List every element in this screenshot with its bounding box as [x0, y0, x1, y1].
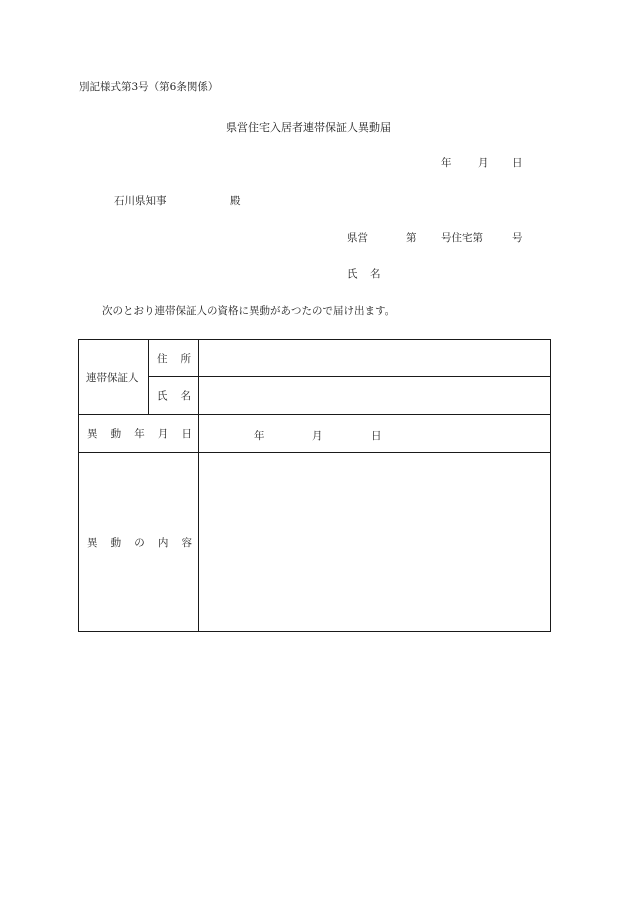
- change-content-char-3: の: [134, 536, 145, 549]
- housing-dai1: 第: [406, 232, 417, 244]
- document-title: 県営住宅入居者連帯保証人異動届: [226, 121, 391, 134]
- addressee-name: 石川県知事: [114, 195, 167, 207]
- housing-go-jutaku-dai: 号住宅第: [441, 232, 483, 244]
- change-content-label-cell: [79, 453, 199, 632]
- change-date-char-2: 動: [110, 428, 122, 440]
- address-label-char-2: 所: [180, 352, 191, 365]
- change-date-year: 年: [254, 429, 265, 442]
- guarantor-change-table: [78, 339, 551, 632]
- guarantor-address-field[interactable]: [199, 340, 551, 377]
- change-date-label-cell: [79, 415, 199, 453]
- date-year-label: 年: [441, 157, 452, 169]
- change-date-field[interactable]: [199, 415, 551, 453]
- name-label-cell: [149, 377, 199, 415]
- change-date-day: 日: [371, 429, 382, 442]
- form-number: 別記様式第3号（第6条関係）: [79, 81, 219, 93]
- addressee-honorific: 殿: [230, 195, 241, 207]
- date-month-label: 月: [478, 157, 489, 169]
- change-content-field[interactable]: [199, 453, 551, 632]
- change-content-char-2: 動: [110, 536, 122, 549]
- change-date-char-3: 年: [134, 428, 145, 440]
- address-label-char-1: 住: [157, 352, 168, 365]
- housing-go: 号: [512, 232, 523, 244]
- name-label-char-1: 氏: [157, 390, 168, 402]
- change-date-char-5: 日: [181, 428, 192, 440]
- change-date-char-4: 月: [157, 428, 169, 440]
- housing-prefix: 県営: [347, 232, 368, 244]
- guarantor-label-cell: [79, 340, 149, 415]
- change-date-month: 月: [312, 429, 323, 442]
- change-content-char-1: 異: [87, 536, 98, 549]
- applicant-name-shi: 氏: [347, 268, 358, 280]
- date-day-label: 日: [512, 157, 523, 169]
- name-label-char-2: 名: [180, 390, 191, 402]
- change-content-char-4: 内: [157, 536, 169, 549]
- change-content-char-5: 容: [181, 536, 192, 549]
- applicant-name-mei: 名: [370, 268, 381, 280]
- guarantor-name-field[interactable]: [199, 377, 551, 415]
- statement-text: 次のとおり連帯保証人の資格に異動があつたので届け出ます。: [102, 305, 396, 317]
- guarantor-label: 連帯保証人: [86, 371, 139, 384]
- address-label-cell: [149, 340, 199, 377]
- change-date-char-1: 異: [87, 428, 98, 440]
